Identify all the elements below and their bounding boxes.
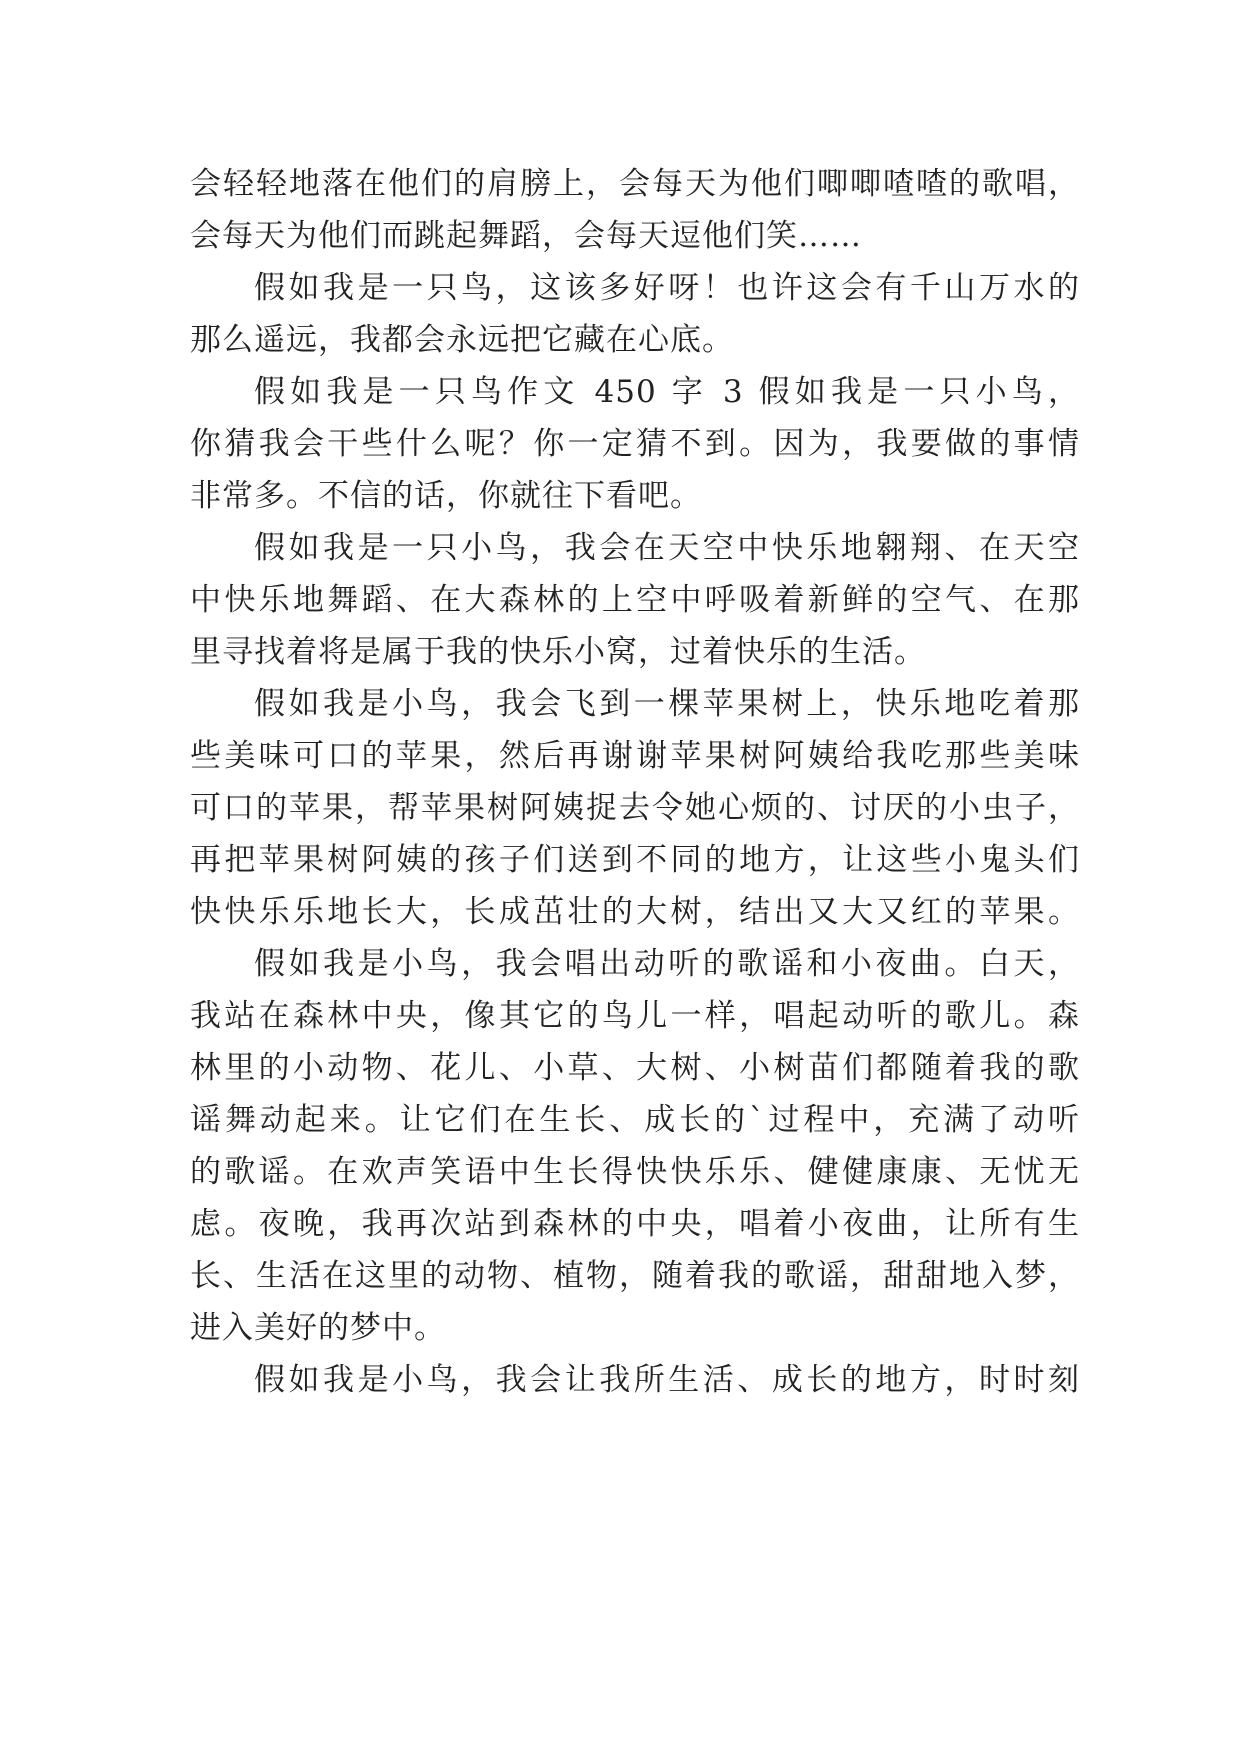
text-line: 假如我是小鸟，我会让我所生活、成长的地方，时时刻 — [254, 1362, 1080, 1398]
text-line: 林里的小动物、花儿、小草、大树、小树苗们都随着我的歌 — [190, 1050, 1080, 1086]
text-line: 虑。夜晚，我再次站到森林的中央，唱着小夜曲，让所有生 — [190, 1206, 1080, 1242]
text-line: 些美味可口的苹果，然后再谢谢苹果树阿姨给我吃那些美味 — [190, 738, 1080, 774]
text-line: 里寻找着将是属于我的快乐小窝，过着快乐的生活。 — [190, 634, 926, 670]
text-line: 快快乐乐地长大，长成茁壮的大树，结出又大又红的苹果。 — [190, 894, 1080, 930]
text-line: 那么遥远，我都会永远把它藏在心底。 — [190, 322, 734, 358]
text-line: 谣舞动起来。让它们在生长、成长的`过程中，充满了动听 — [190, 1102, 1080, 1138]
text-line: 会每天为他们而跳起舞蹈，会每天逗他们笑…… — [190, 218, 862, 254]
text-line: 再把苹果树阿姨的孩子们送到不同的地方，让这些小鬼头们 — [190, 842, 1080, 878]
text-line: 假如我是小鸟，我会飞到一棵苹果树上，快乐地吃着那 — [254, 686, 1080, 722]
text-line: 假如我是一只小鸟，我会在天空中快乐地翱翔、在天空 — [254, 530, 1080, 566]
text-line: 长、生活在这里的动物、植物，随着我的歌谣，甜甜地入梦， — [190, 1258, 1080, 1294]
text-line: 可口的苹果，帮苹果树阿姨捉去令她心烦的、讨厌的小虫子， — [190, 790, 1080, 826]
essay-body — [190, 158, 1080, 1406]
text-line: 假如我是小鸟，我会唱出动听的歌谣和小夜曲。白天， — [254, 946, 1080, 982]
text-line: 你猜我会干些什么呢？你一定猜不到。因为，我要做的事情 — [190, 426, 1080, 462]
text-line: 假如我是一只鸟作文 450 字 3 假如我是一只小鸟， — [254, 374, 1080, 410]
text-line: 会轻轻地落在他们的肩膀上，会每天为他们唧唧喳喳的歌唱， — [190, 166, 1080, 202]
text-line: 的歌谣。在欢声笑语中生长得快快乐乐、健健康康、无忧无 — [190, 1154, 1080, 1190]
text-line: 我站在森林中央，像其它的鸟儿一样，唱起动听的歌儿。森 — [190, 998, 1080, 1034]
text-line: 假如我是一只鸟，这该多好呀！也许这会有千山万水的 — [254, 270, 1080, 306]
text-line: 中快乐地舞蹈、在大森林的上空中呼吸着新鲜的空气、在那 — [190, 582, 1080, 618]
text-line: 非常多。不信的话，你就往下看吧。 — [190, 478, 702, 514]
text-line: 进入美好的梦中。 — [190, 1310, 446, 1346]
